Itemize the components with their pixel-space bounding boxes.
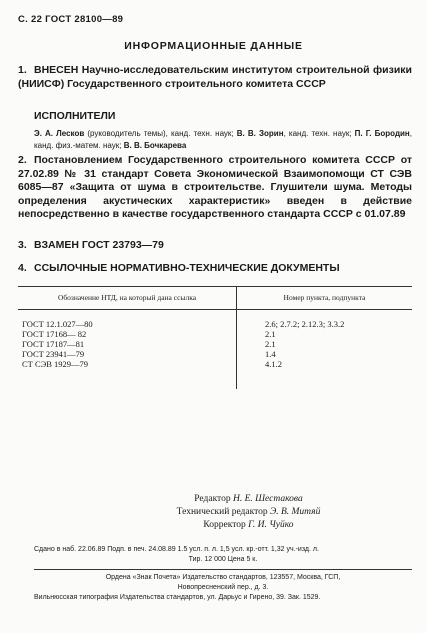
table-cell-clause: 2.1 [265, 339, 276, 349]
imprint-line: Ордена «Знак Почета» Издательство стандартов, 123557, Москва, ГСП, [105, 574, 341, 581]
imprint-print-data [34, 545, 412, 565]
section-2 [18, 154, 412, 222]
executors-list [34, 128, 412, 151]
imprint-line: Сдано в наб. 22.06.89 Подп. в печ. 24.08.89 1.5 усл. п. л. 1,5 усл. кр.-отт. 1,32 уч.-изд. л. [34, 546, 319, 553]
table-cell-document: ГОСТ 17168— 82 [18, 329, 237, 339]
executor-name: В. В. Бочкарева [123, 140, 187, 150]
section-4-number: 4. [18, 262, 27, 274]
editor-line [0, 519, 427, 532]
editors-block [0, 493, 427, 532]
section-1 [18, 64, 412, 91]
editor-name: Н. Е. Шестакова [232, 494, 303, 504]
table-row [18, 359, 412, 389]
table-cell-document: СТ СЭВ 1929—79 [18, 359, 237, 389]
table-row [18, 349, 412, 359]
table-cell-clause: 2.1 [265, 329, 276, 339]
section-3-number: 3. [18, 239, 27, 251]
table-row [18, 339, 412, 349]
editor-line [0, 493, 427, 506]
table-cell-clause: 1.4 [265, 349, 276, 359]
table-header-row [18, 287, 412, 310]
editor-line [0, 506, 427, 519]
imprint-line: Тир. 12 000 Цена 5 к. [188, 556, 258, 563]
table-cell-clause: 2.6; 2.7.2; 2.12.3; 3.3.2 [265, 319, 345, 329]
section-3-text: ВЗАМЕН ГОСТ 23793—79 [34, 239, 164, 251]
table-cell-clause: 4.1.2 [265, 359, 282, 369]
column-header-document: Обозначение НТД, на который дана ссылка [18, 287, 237, 310]
imprint-publisher [34, 573, 412, 603]
editor-role: Редактор [194, 494, 233, 504]
executors-heading: ИСПОЛНИТЕЛИ [34, 110, 116, 122]
executor-name: В. В. Зорин [236, 129, 284, 138]
page-title: ИНФОРМАЦИОННЫЕ ДАННЫЕ [124, 40, 303, 52]
section-1-text: ВНЕСЕН Научно-исследовательским институтом строительной физики (НИИСФ) Государственного строительного комитета СССР [18, 64, 412, 90]
table-cell-document: ГОСТ 23941—79 [18, 349, 237, 359]
executor-role: , канд. физ.-матем. наук; [34, 129, 413, 150]
imprint-line: Новопресненский пер., д. 3. [177, 584, 269, 591]
reference-table [18, 286, 412, 389]
section-3 [18, 239, 412, 253]
editor-name: Э. В. Митяй [270, 507, 321, 517]
editor-role: Корректор [203, 520, 249, 530]
imprint-line: Вильнюсская типография Издательства стандартов, ул. Дарьус и Гирено, 39. Зак. 1529. [34, 594, 321, 601]
executor-role: (руководитель темы), канд. техн. наук; [84, 129, 237, 138]
executor-name: П. Г. Бородин [354, 129, 410, 138]
page-header: С. 22 ГОСТ 28100—89 [18, 14, 124, 25]
section-2-number: 2. [18, 154, 27, 166]
table-cell-document: ГОСТ 17187—81 [18, 339, 237, 349]
table-row [18, 329, 412, 339]
executor-name: Э. А. Лесков [34, 129, 85, 138]
table-cell-document: ГОСТ 12.1.027—80 [18, 310, 237, 330]
table-row [18, 310, 412, 330]
editor-name: Г. И. Чуйко [248, 520, 294, 530]
section-4-text: ССЫЛОЧНЫЕ НОРМАТИВНО-ТЕХНИЧЕСКИЕ ДОКУМЕНТЫ [34, 262, 340, 274]
section-2-text: Постановлением Государственного строительного комитета СССР от 27.02.89 № 31 стандарт Совета Экономической Взаимопомощи СТ СЭВ 6085—87 «Защита от шума в строительстве. Глушители шума. Методы определения акустических характеристик» введен в действие непосредственно в качестве государственного стандарта СССР с 01.07.89 [18, 154, 412, 220]
section-4 [18, 262, 412, 276]
column-header-clause: Номер пункта, подпункта [237, 287, 413, 310]
editor-role: Технический редактор [176, 507, 270, 517]
divider [34, 569, 412, 570]
executor-role: , канд. техн. наук; [283, 129, 355, 138]
section-1-number: 1. [18, 64, 27, 76]
